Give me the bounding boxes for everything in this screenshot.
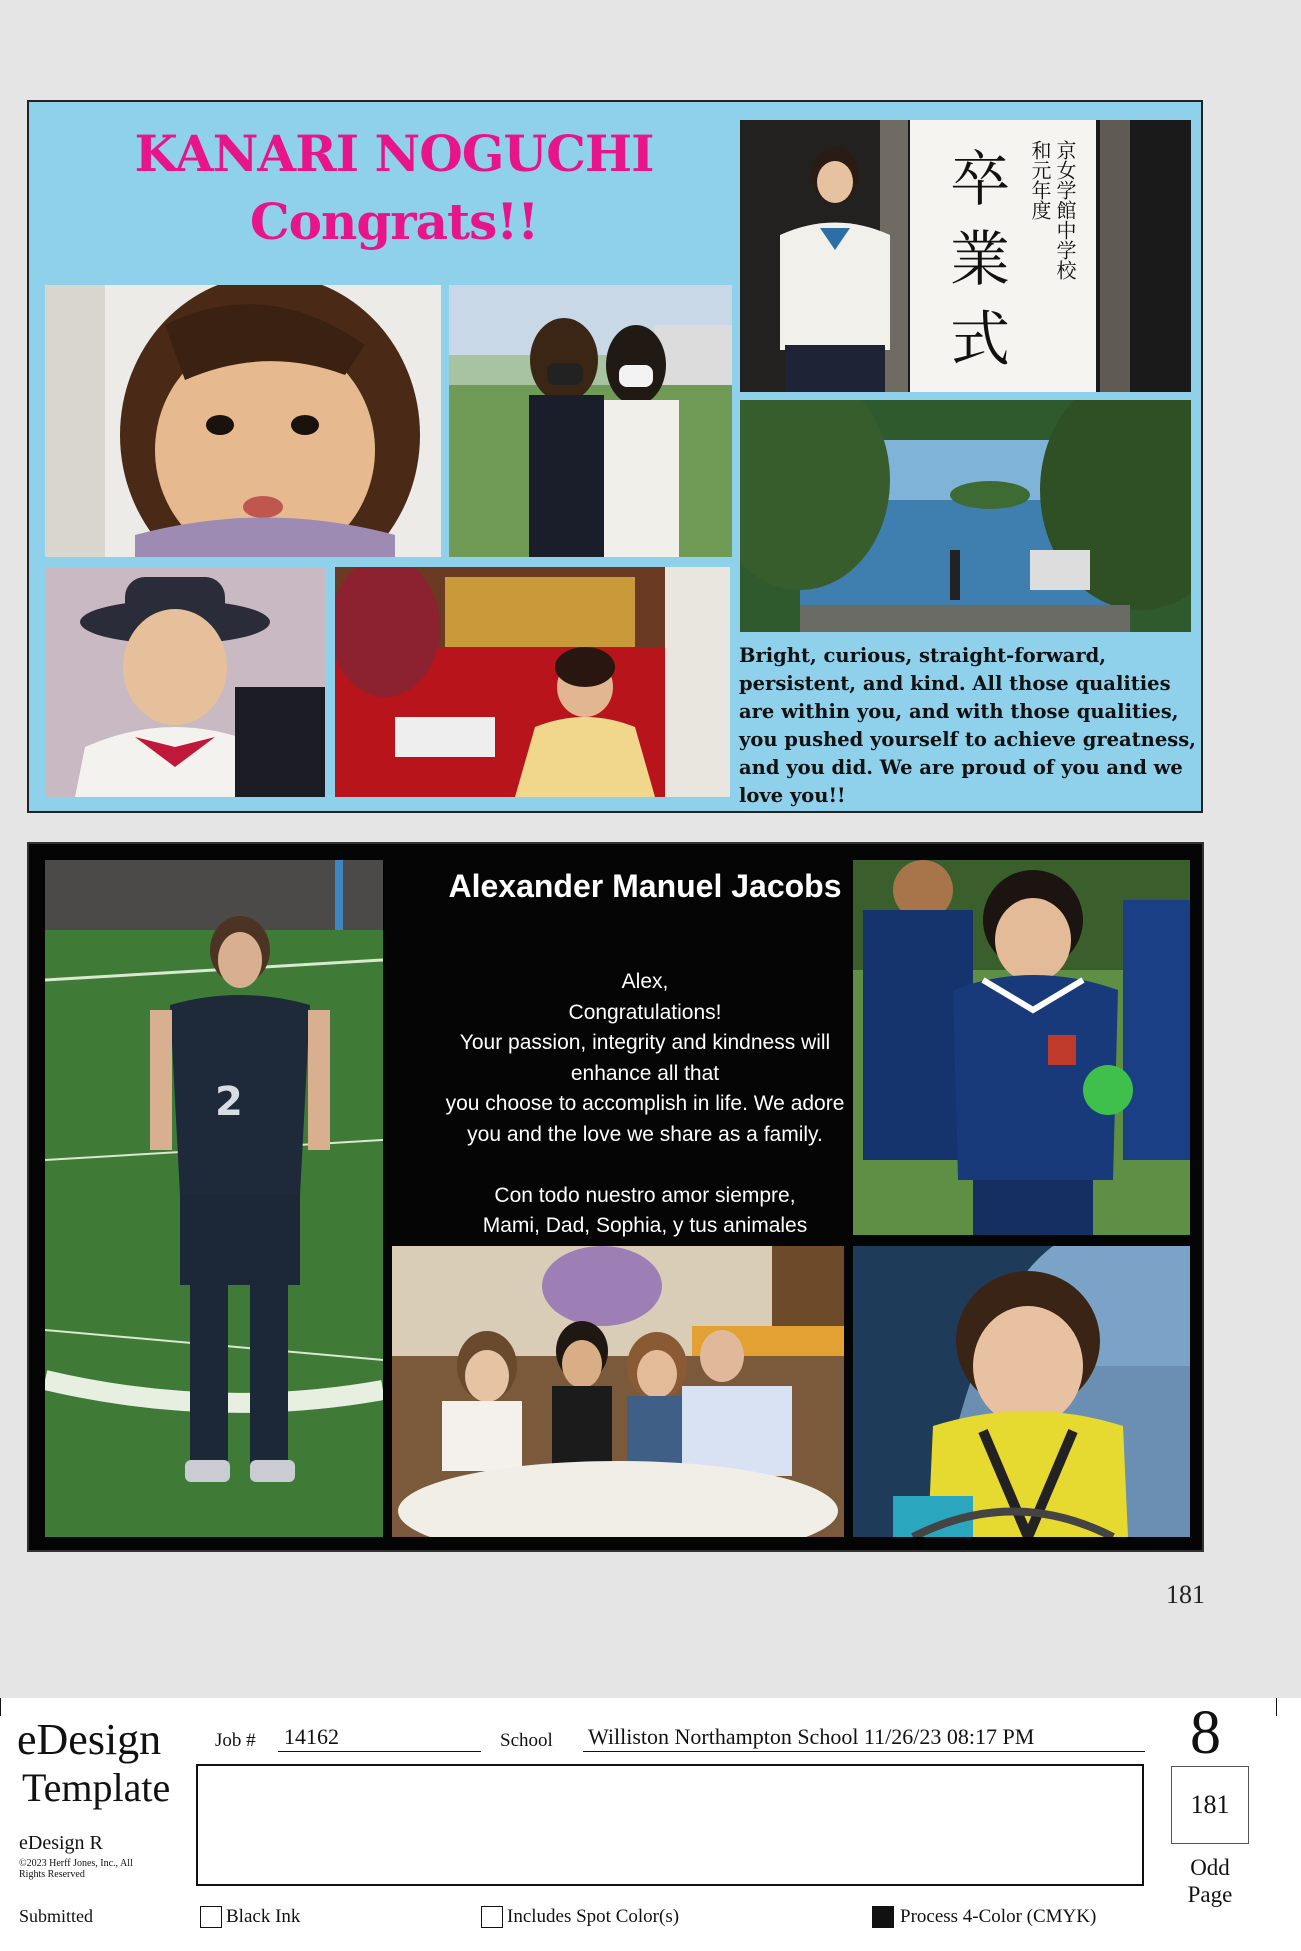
ad2-message-line <box>389 1150 901 1181</box>
ad2-message-line: Con todo nuestro amor siempre, <box>494 1183 796 1207</box>
page-number: 181 <box>1166 1580 1205 1609</box>
edesign-footer <box>0 1698 1301 1951</box>
school-value: Williston Northampton School 11/26/23 08:17 PM <box>588 1724 1035 1749</box>
ad-kanari-noguchi <box>27 100 1203 813</box>
checkbox-label: Process 4-Color (CMYK) <box>900 1906 1097 1927</box>
footer-brand-edesign-r: eDesign R <box>19 1832 103 1854</box>
ad1-title-name: KANARI NOGUCHI <box>134 124 654 183</box>
checkbox-process-4-color[interactable] <box>872 1906 894 1928</box>
footer-brand-edesign: eDesign <box>17 1715 162 1764</box>
checkbox-spot-color[interactable] <box>481 1906 503 1928</box>
ad1-message: Bright, curious, straight-forward, persistent, and kind. All those qualities are within you, and with those qualities, you pushed yourself to achieve greatness, and you did. We are proud of you and we love you!! <box>739 644 1196 807</box>
ad2-message-line: Mami, Dad, Sophia, y tus animales <box>482 1214 808 1237</box>
job-number: 14162 <box>284 1724 339 1749</box>
footer-copyright: ©2023 Herff Jones, Inc., All Rights Reserved <box>19 1858 133 1880</box>
notes-box <box>196 1764 1144 1886</box>
ad2-message-line: Your passion, integrity and kindness will <box>459 1031 831 1054</box>
banner-char-1: 卒 <box>950 145 1010 215</box>
ad2-message <box>389 967 901 1242</box>
photo-family-dinner <box>392 1246 844 1537</box>
banner-side-text: 和元年度 <box>1028 140 1052 220</box>
banner-char-2: 業 <box>950 225 1010 295</box>
footer-submitted-label: Submitted <box>19 1906 94 1926</box>
photo-two-girls <box>449 285 732 557</box>
photo-toddler <box>45 285 441 557</box>
ad-alexander-jacobs <box>27 842 1204 1552</box>
photo-youth-soccer <box>853 860 1190 1235</box>
footer-brand-template: Template <box>22 1765 171 1810</box>
job-underline <box>278 1751 481 1752</box>
photo-lake <box>740 400 1191 632</box>
ad2-message-line: Alex, <box>621 970 669 993</box>
school-underline <box>583 1751 1145 1752</box>
photo-sailor-hat <box>45 567 325 797</box>
school-label: School <box>500 1730 553 1751</box>
jersey-number: 2 <box>215 1079 243 1125</box>
photo-soccer-player <box>45 860 383 1537</box>
banner-char-3: 式 <box>950 305 1010 375</box>
ad1-title-congrats: Congrats!! <box>249 192 539 251</box>
ad2-title: Alexander Manuel Jacobs <box>448 868 842 904</box>
ad2-message-line: Congratulations! <box>568 1000 722 1024</box>
odd-page-label: Odd Page <box>1187 1855 1233 1907</box>
crop-mark <box>1276 1698 1277 1716</box>
photo-hina-dolls <box>335 567 730 797</box>
ad2-message-line: you and the love we share as a family. <box>467 1122 823 1146</box>
crop-mark <box>0 1698 1 1716</box>
checkbox-black-ink[interactable] <box>200 1906 222 1928</box>
photo-graduation <box>740 120 1191 392</box>
ad2-message-line: you choose to accomplish in life. We adore <box>445 1092 845 1115</box>
photo-boy-life-vest <box>853 1246 1190 1537</box>
page-number-box: 181 <box>1171 1766 1249 1844</box>
job-label: Job # <box>215 1730 256 1751</box>
ad2-message-line: enhance all that <box>570 1061 720 1085</box>
banner-side-text-2: 京女学館中学校 <box>1053 140 1077 280</box>
checkbox-label: Black Ink <box>226 1906 301 1927</box>
checkbox-label: Includes Spot Color(s) <box>507 1906 680 1927</box>
signature-number: 8 <box>1190 1699 1221 1767</box>
